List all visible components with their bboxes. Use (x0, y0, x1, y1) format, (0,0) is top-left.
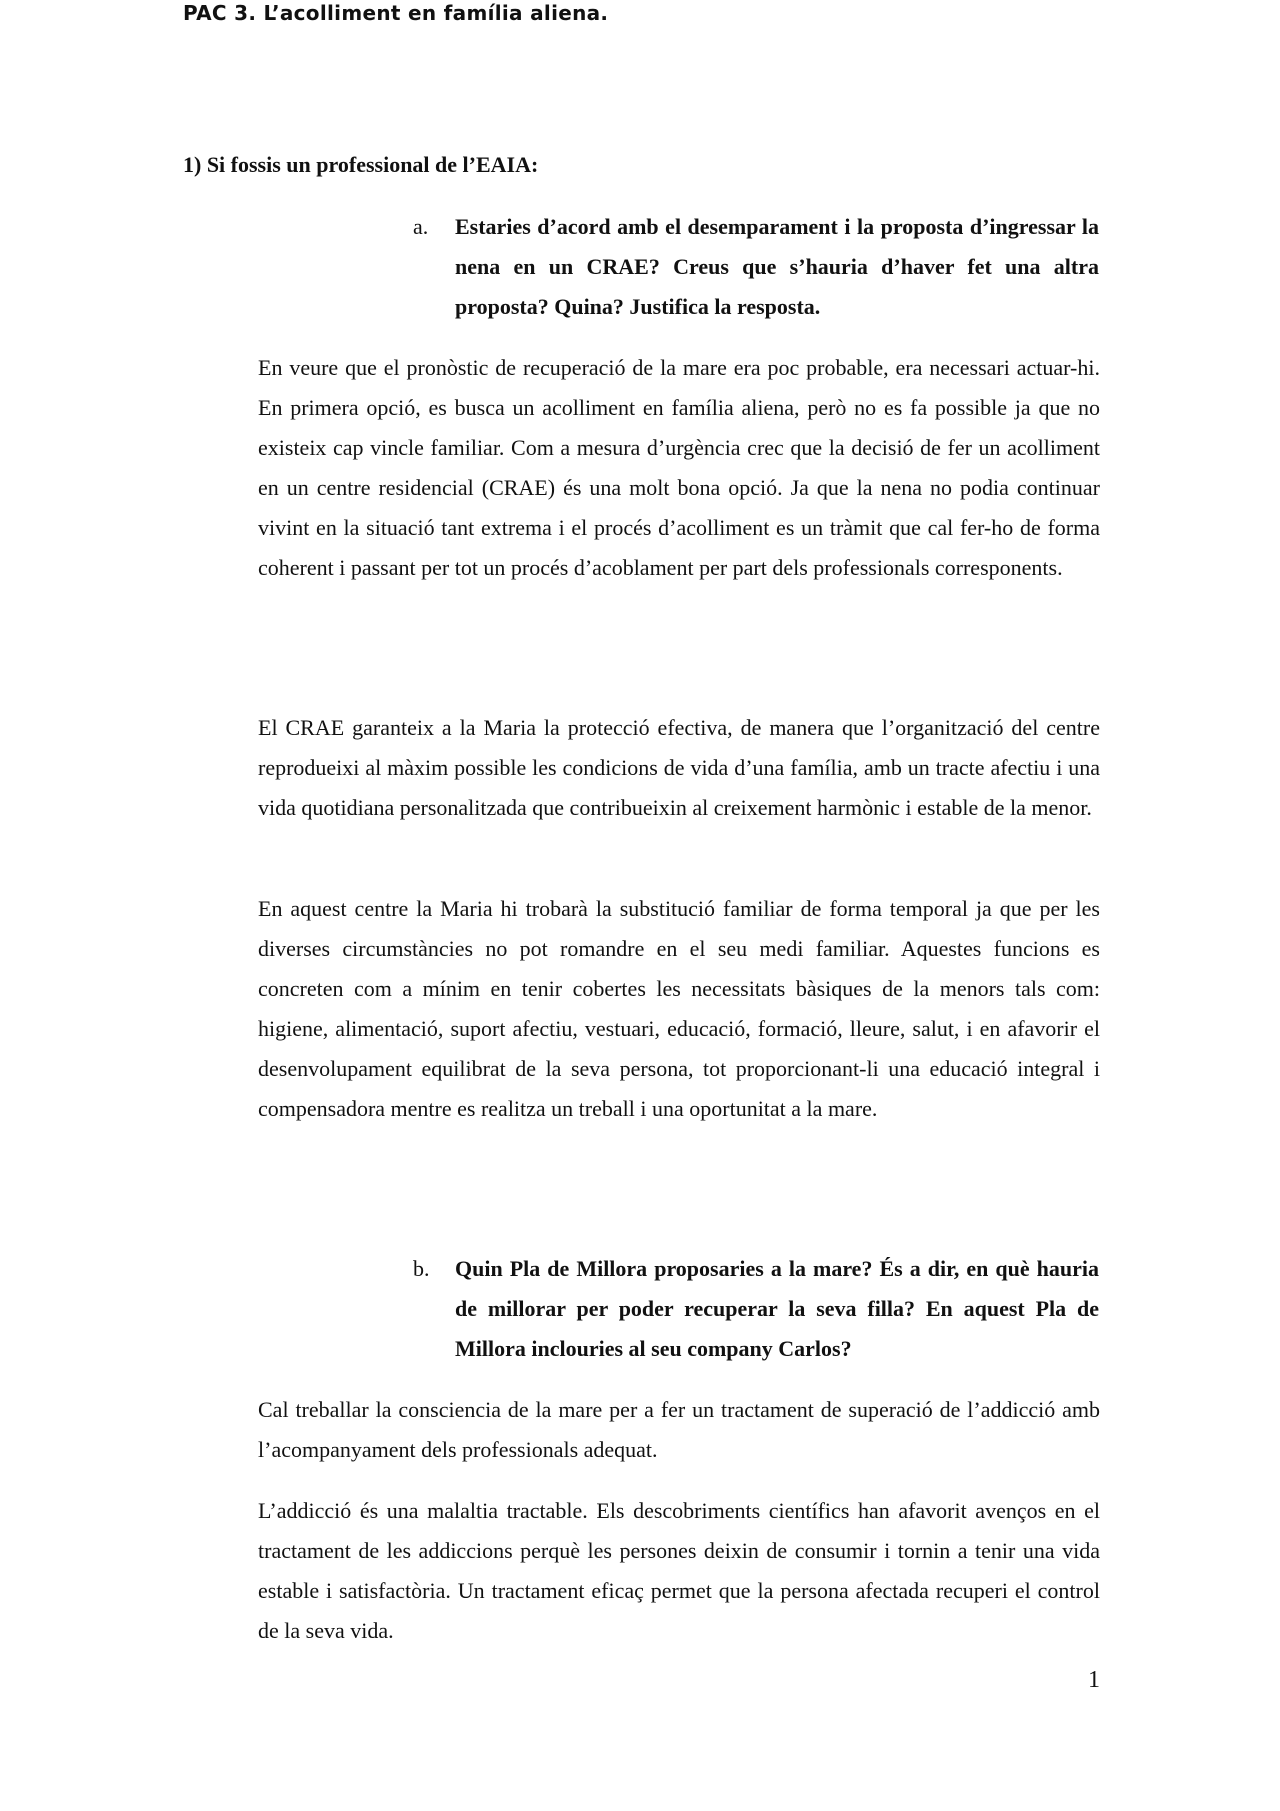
answer-a-paragraph-3: En aquest centre la Maria hi trobarà la substitució familiar de forma temporal ja que per les diverses circumstàncies no pot romandre en el seu medi familiar. Aquestes funcions es concreten com a mínim en tenir cobertes les necessitats bàsiques de la menors tals com: higiene, alimentació, suport afectiu, vestuari, educació, formació, lleure, salut, i en afavorir el desenvolupament equilibrat de la seva persona, tot proporcionant-li una educació integral i compensadora mentre es realitza un treball i una oportunitat a la mare. (258, 896, 1100, 1121)
subquestion-a (413, 207, 1099, 327)
subquestion-a-marker: a. (413, 214, 429, 239)
subquestion-b (413, 1249, 1099, 1369)
subquestion-b-text: Quin Pla de Millora proposaries a la mare? És a dir, en què hauria de millorar per poder recuperar la seva filla? En aquest Pla de Millora inclouries al seu company Carlos? (455, 1256, 1099, 1361)
page-number: 1 (1088, 1667, 1100, 1693)
answer-a-paragraph-2: El CRAE garanteix a la Maria la protecció efectiva, de manera que l’organització del centre reprodueixi al màxim possible les condicions de vida d’una família, amb un tracte afectiu i una vida quotidiana personalitzada que contribueixin al creixement harmònic i estable de la menor. (258, 715, 1100, 820)
answer-a-paragraph-1: En veure que el pronòstic de recuperació de la mare era poc probable, era necessari actuar-hi. En primera opció, es busca un acolliment en família aliena, però no es fa possible ja que no existeix cap vincle familiar. Com a mesura d’urgència crec que la decisió de fer un acolliment en un centre residencial (CRAE) és una molt bona opció. Ja que la nena no podia continuar vivint en la situació tant extrema i el procés d’acolliment es un tràmit que cal fer-ho de forma coherent i passant per tot un procés d’acoblament per part dels professionals corresponents. (258, 355, 1100, 580)
answer-b-paragraph-1: Cal treballar la consciencia de la mare per a fer un tractament de superació de l’addicció amb l’acompanyament dels professionals adequat. (258, 1397, 1100, 1462)
subquestion-a-text: Estaries d’acord amb el desemparament i la proposta d’ingressar la nena en un CRAE? Creus que s’hauria d’haver fet una altra proposta? Quina? Justifica la resposta. (455, 214, 1099, 319)
question-1-heading: 1) Si fossis un professional de l’EAIA: (183, 152, 539, 177)
subquestion-b-marker: b. (413, 1256, 430, 1281)
answer-b-paragraph-2: L’addicció és una malaltia tractable. Els descobriments científics han afavorit avenços en el tractament de les addiccions perquè les persones deixin de consumir i tornin a tenir una vida estable i satisfactòria. Un tractament eficaç permet que la persona afectada recuperi el control de la seva vida. (258, 1498, 1100, 1643)
page-header: PAC 3. L’acolliment en família aliena. (183, 1, 609, 25)
